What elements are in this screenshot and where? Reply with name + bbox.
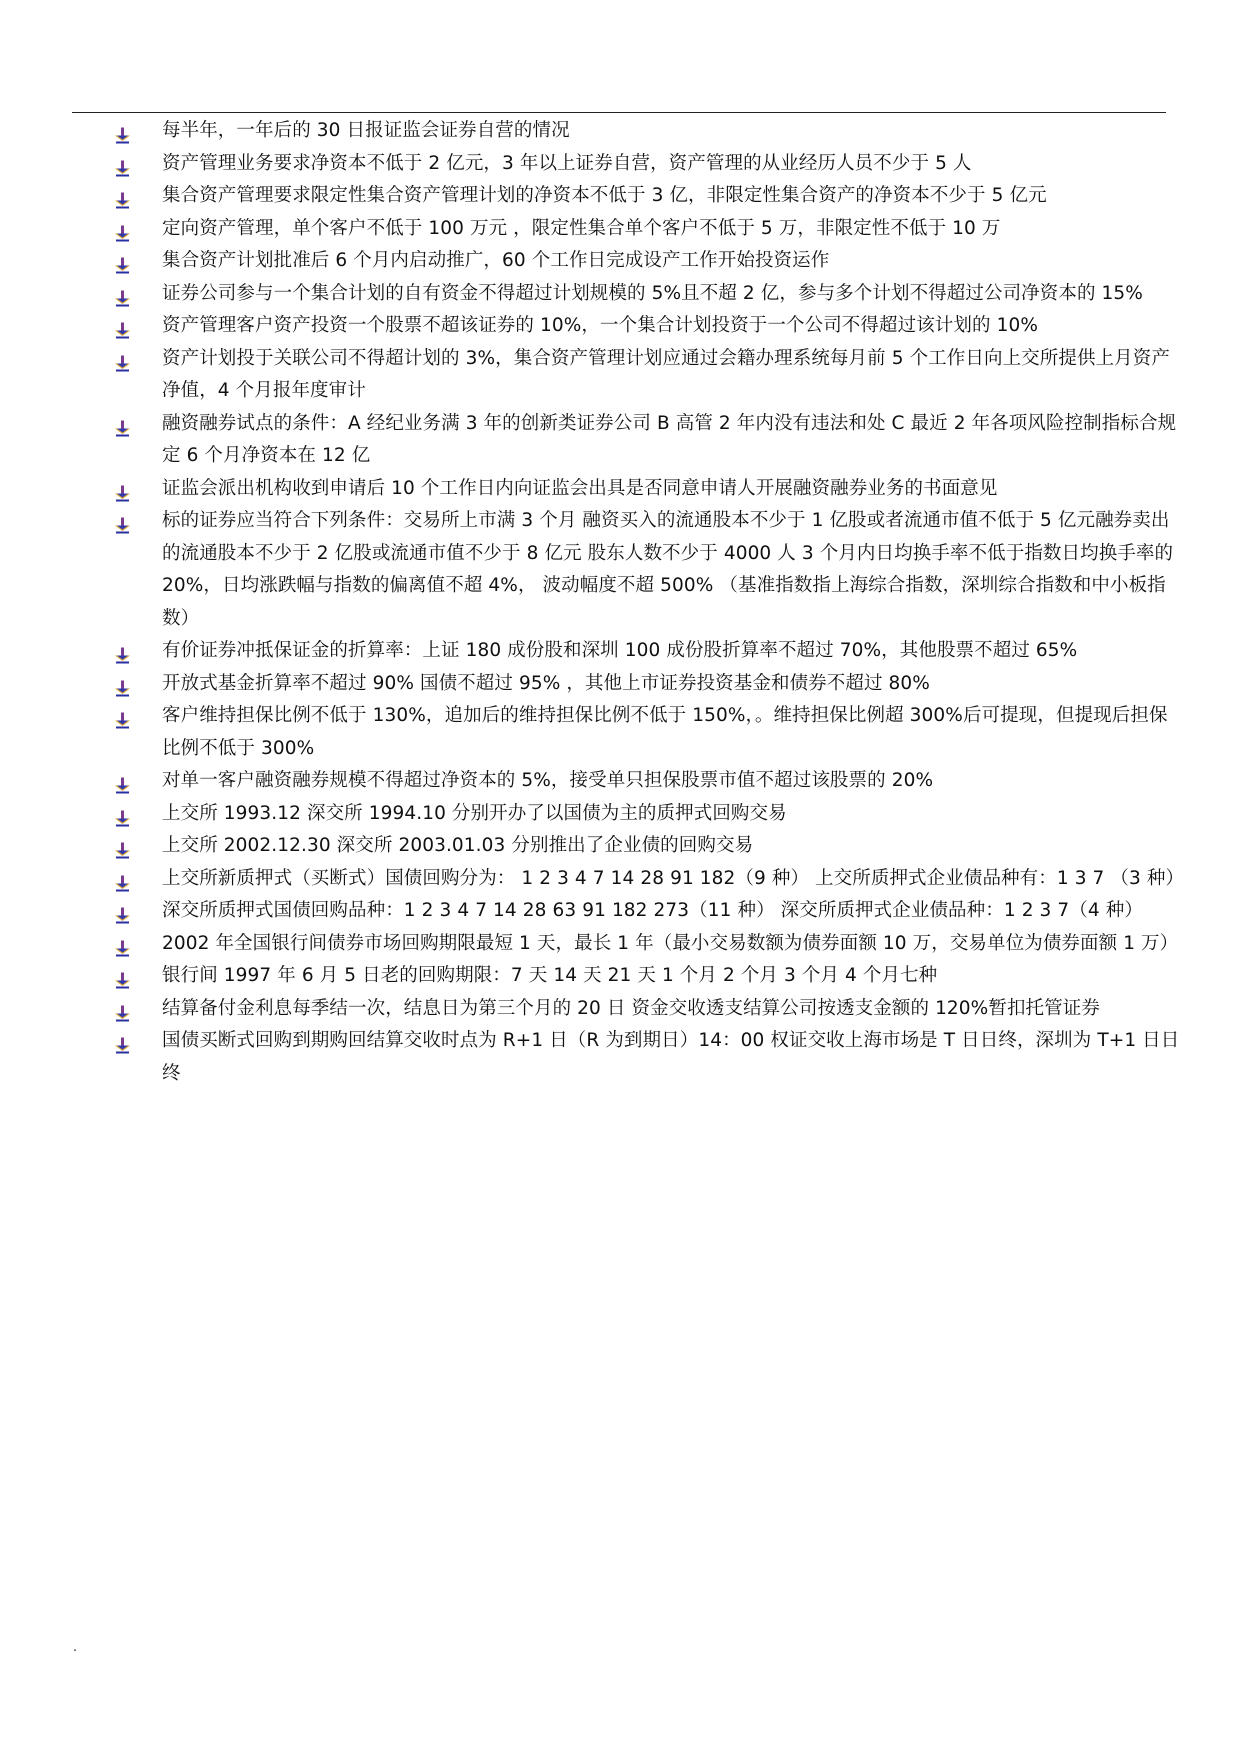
list-item [114, 473, 1180, 506]
list-item-text: 上交所新质押式（买断式）国债回购分为： 1 2 3 4 7 14 28 91 182（9 种） 上交所质押式企业债品种有：1 3 7 （3 种） [162, 867, 1185, 889]
down-arrow-bullet-icon [114, 286, 131, 303]
list-item-text: 定向资产管理，单个客户不低于 100 万元 ，限定性集合单个客户不低于 5 万，非限定性不低于 10 万 [162, 217, 1001, 239]
list-item-text: 结算备付金利息每季结一次，结息日为第三个月的 20 日 资金交收透支结算公司按透支金额的 120%暂扣托管证券 [162, 997, 1100, 1019]
list-item-text: 2002 年全国银行间债券市场回购期限最短 1 天，最长 1 年（最小交易数额为债券面额 10 万，交易单位为债券面额 1 万） [162, 932, 1179, 954]
list-item [114, 700, 1180, 765]
list-item-text: 资产管理客户资产投资一个股票不超该证券的 10%，一个集合计划投资于一个公司不得超过该计划的 10% [162, 315, 1039, 336]
down-arrow-bullet-icon [114, 481, 131, 498]
bullet-list [114, 115, 1185, 1090]
list-item-text: 集合资产管理要求限定性集合资产管理计划的净资本不低于 3 亿，非限定性集合资产的净资本不少于 5 亿元 [162, 185, 1047, 206]
list-item-text: 资产管理业务要求净资本不低于 2 亿元，3 年以上证券自营，资产管理的从业经历人员不少于 5 人 [162, 152, 972, 174]
list-item [114, 148, 1180, 181]
list-item [114, 213, 1180, 246]
down-arrow-bullet-icon [114, 123, 131, 140]
list-item-text: 每半年，一年后的 30 日报证监会证券自营的情况 [162, 120, 570, 141]
list-item-text: 客户维持担保比例不低于 130%，追加后的维持担保比例不低于 150%，。维持担保比例超 300%后可提现，但提现后担保比例不低于 300% [162, 705, 1168, 759]
down-arrow-bullet-icon [114, 871, 131, 888]
down-arrow-bullet-icon [114, 968, 131, 985]
list-item-text: 银行间 1997 年 6 月 5 日老的回购期限：7 天 14 天 21 天 1 个月 2 个月 3 个月 4 个月七种 [162, 965, 938, 986]
down-arrow-bullet-icon [114, 676, 131, 693]
list-item [114, 960, 1180, 993]
down-arrow-bullet-icon [114, 513, 131, 530]
down-arrow-bullet-icon [114, 253, 131, 270]
list-item-text: 标的证券应当符合下列条件：交易所上市满 3 个月 融资买入的流通股本不少于 1 亿股或者流通市值不低于 5 亿元融券卖出的流通股本不少于 2 亿股或流通市值不少于 8 亿元 股东人数不少于 4000 人 3 个月内日均换手率不低于指数日均换手率的 20%，日均涨跌幅与指数的偏离值不超 4%， 波动幅度不超 500% （基准指数指上海综合指数，深圳综合指数和中小板指数） [162, 510, 1174, 629]
list-item-text: 开放式基金折算率不超过 90% 国债不超过 95% ，其他上市证券投资基金和债券不超过 80% [162, 672, 930, 694]
down-arrow-bullet-icon [114, 708, 131, 725]
list-item [114, 928, 1180, 961]
list-item-text: 集合资产计划批准后 6 个月内启动推广，60 个工作日完成设产工作开始投资运作 [162, 250, 830, 271]
down-arrow-bullet-icon [114, 903, 131, 920]
down-arrow-bullet-icon [114, 318, 131, 335]
down-arrow-bullet-icon [114, 156, 131, 173]
down-arrow-bullet-icon [114, 838, 131, 855]
down-arrow-bullet-icon [114, 221, 131, 238]
list-item [114, 863, 1185, 896]
list-item [114, 505, 1180, 635]
down-arrow-bullet-icon [114, 188, 131, 205]
list-item [114, 993, 1180, 1026]
down-arrow-bullet-icon [114, 773, 131, 790]
down-arrow-bullet-icon [114, 806, 131, 823]
list-item-text: 深交所质押式国债回购品种：1 2 3 4 7 14 28 63 91 182 273（11 种） 深交所质押式企业债品种：1 2 3 7（4 种） [162, 900, 1143, 921]
list-item [114, 115, 1180, 148]
down-arrow-bullet-icon [114, 936, 131, 953]
list-item-text: 国债买断式回购到期购回结算交收时点为 R+1 日（R 为到期日）14：00 权证交收上海市场是 T 日日终，深圳为 T+1 日日终 [162, 1030, 1180, 1084]
list-item [114, 180, 1180, 213]
list-item [114, 895, 1180, 928]
list-item-text: 证监会派出机构收到申请后 10 个工作日内向证监会出具是否同意申请人开展融资融券业务的书面意见 [162, 477, 998, 499]
list-item-text: 上交所 2002.12.30 深交所 2003.01.03 分别推出了企业债的回购交易 [162, 835, 754, 856]
list-item [114, 1025, 1180, 1090]
list-item [114, 310, 1180, 343]
down-arrow-bullet-icon [114, 416, 131, 433]
list-item [114, 635, 1180, 668]
down-arrow-bullet-icon [114, 1001, 131, 1018]
list-item-text: 资产计划投于关联公司不得超计划的 3%，集合资产管理计划应通过会籍办理系统每月前 5 个工作日向上交所提供上月资产净值，4 个月报年度审计 [162, 347, 1170, 401]
down-arrow-bullet-icon [114, 1033, 131, 1050]
down-arrow-bullet-icon [114, 643, 131, 660]
list-item [114, 765, 1180, 798]
header-rule [72, 112, 1166, 113]
footer-mark: . [73, 1640, 78, 1655]
list-item-text: 证券公司参与一个集合计划的自有资金不得超过计划规模的 5%且不超 2 亿，参与多个计划不得超过公司净资本的 15% [162, 282, 1143, 304]
list-item-text: 融资融券试点的条件：A 经纪业务满 3 年的创新类证券公司 B 高管 2 年内没有违法和处 C 最近 2 年各项风险控制指标合规定 6 个月净资本在 12 亿 [162, 412, 1177, 466]
list-item [114, 798, 1180, 831]
list-item-text: 有价证券冲抵保证金的折算率：上证 180 成份股和深圳 100 成份股折算率不超过 70%，其他股票不超过 65% [162, 640, 1078, 661]
list-item [114, 343, 1180, 408]
list-item [114, 278, 1180, 311]
down-arrow-bullet-icon [114, 351, 131, 368]
list-item-text: 对单一客户融资融券规模不得超过净资本的 5%，接受单只担保股票市值不超过该股票的 20% [162, 770, 934, 791]
list-item [114, 408, 1180, 473]
list-item [114, 668, 1180, 701]
list-item-text: 上交所 1993.12 深交所 1994.10 分别开办了以国债为主的质押式回购交易 [162, 802, 787, 824]
list-item [114, 245, 1180, 278]
list-item [114, 830, 1180, 863]
